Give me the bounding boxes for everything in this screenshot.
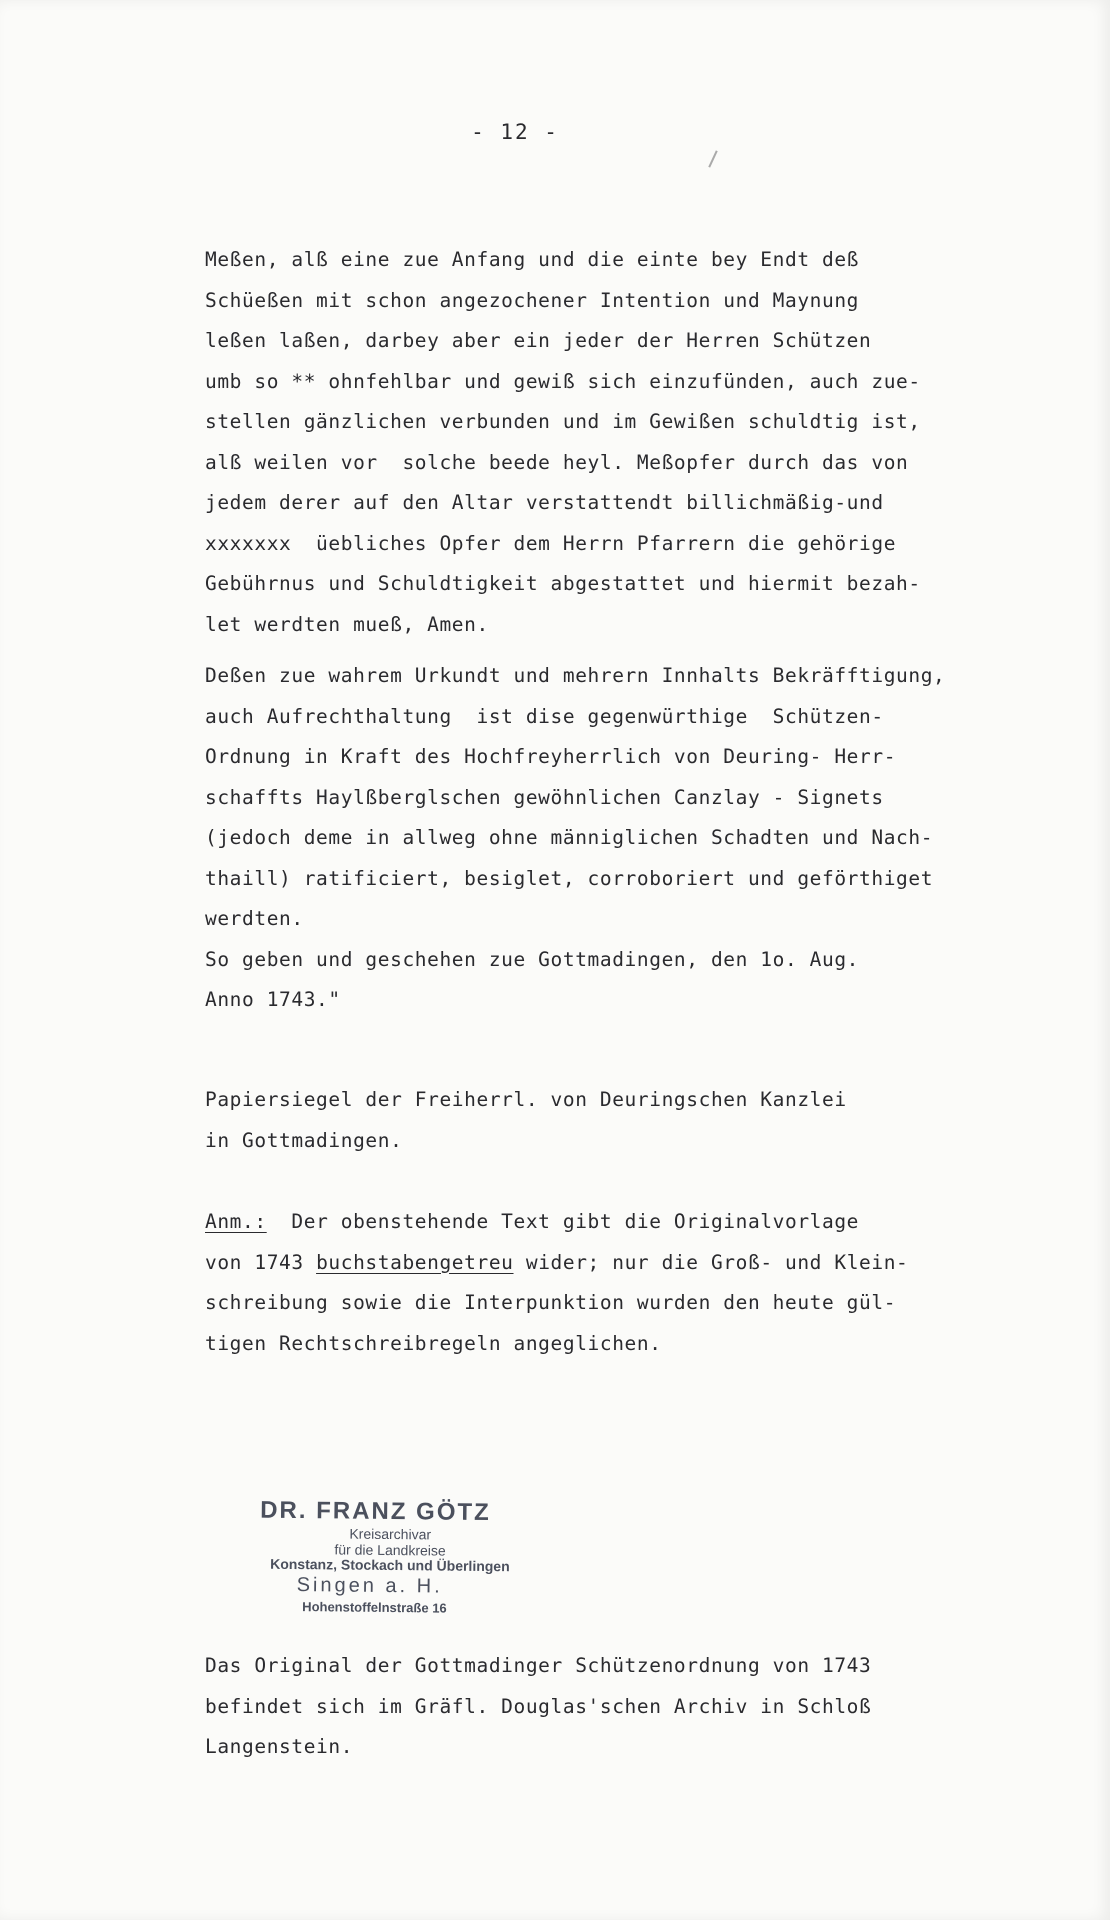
paragraph-seal-note <box>205 1080 1085 1161</box>
text-line: Papiersiegel der Freiherrl. von Deuringschen Kanzlei <box>205 1088 847 1111</box>
page-number: - 12 - <box>471 120 559 144</box>
text-line: leßen laßen, darbey aber ein jeder der Herren Schützen <box>205 329 872 352</box>
stamp-for: für die Landkreise <box>334 1541 446 1559</box>
paragraph-ordinance-mass <box>205 240 1085 645</box>
stamp-city: Singen a. H. <box>296 1574 443 1598</box>
text-line: in Gottmadingen. <box>205 1128 403 1152</box>
text-line: stellen gänzlichen verbunden und im Gewißen schuldtig ist, <box>205 410 921 433</box>
text-line: werdten. <box>205 907 304 930</box>
text-line: jedem derer auf den Altar verstattendt billichmäßig-und <box>205 491 884 514</box>
text-line: alß weilen vor solche beede heyl. Meßopfer durch das von <box>205 450 909 474</box>
stamp-districts: Konstanz, Stockach und Überlingen <box>270 1555 510 1575</box>
archivist-stamp <box>199 1496 580 1619</box>
text-segment: von 1743 <box>205 1250 317 1274</box>
text-line: Langenstein. <box>205 1735 354 1758</box>
text-segment: wider; nur die Groß- und Klein- <box>513 1250 909 1274</box>
paragraph-attestation <box>205 656 1085 1021</box>
paragraph-closing <box>205 1646 1085 1768</box>
text-line: thaill) ratificiert, besiglet, corroboriert und geförthiget <box>205 866 934 890</box>
underlined-term: buchstabengetreu <box>316 1250 514 1274</box>
pencil-mark <box>708 150 717 167</box>
annotation-label: Anm.: <box>205 1210 267 1233</box>
text-line: let werdten mueß, Amen. <box>205 612 489 636</box>
text-line: schreibung sowie die Interpunktion wurden den heute gül- <box>205 1291 897 1314</box>
text-line: xxxxxxx üebliches Opfer dem Herrn Pfarrern die gehörige <box>205 531 897 555</box>
stamp-street: Hohenstoffelnstraße 16 <box>302 1599 447 1616</box>
text-line: befindet sich im Gräfl. Douglas'schen Archiv in Schloß <box>205 1694 872 1718</box>
text-line: Meßen, alß eine zue Anfang und die einte bey Endt deß <box>205 248 860 271</box>
text-line: So geben und geschehen zue Gottmadingen, den 1o. Aug. <box>205 947 860 971</box>
text-line: schaffts Haylßberglschen gewöhnlichen Canzlay - Signets <box>205 785 884 809</box>
text-line: (jedoch deme in allweg ohne männiglichen Schadten und Nach- <box>205 826 934 849</box>
stamp-title: Kreisarchivar <box>349 1525 432 1543</box>
text-line: umb so ** ohnfehlbar und gewiß sich einzufünden, auch zue- <box>205 369 921 393</box>
text-line: Ordnung in Kraft des Hochfreyherrlich von Deuring- Herr- <box>205 745 897 768</box>
text-line: Das Original der Gottmadinger Schützenordnung von 1743 <box>205 1654 872 1677</box>
paragraph-annotation <box>205 1202 1085 1364</box>
text-line: Deßen zue wahrem Urkundt und mehrern Innhalts Bekräfftigung, <box>205 664 946 687</box>
stamp-name: DR. FRANZ GÖTZ <box>260 1496 491 1527</box>
text-line: auch Aufrechthaltung ist dise gegenwürthige Schützen- <box>205 704 884 728</box>
text-line: Anno 1743." <box>205 988 341 1011</box>
text-line: Gebührnus und Schuldtigkeit abgestattet und hiermit bezah- <box>205 572 921 595</box>
text-line: Schüeßen mit schon angezochener Intention und Maynung <box>205 288 860 312</box>
text-line: tigen Rechtschreibregeln angeglichen. <box>205 1331 662 1355</box>
text-segment: Der obenstehende Text gibt die Originalvorlage <box>266 1210 860 1233</box>
